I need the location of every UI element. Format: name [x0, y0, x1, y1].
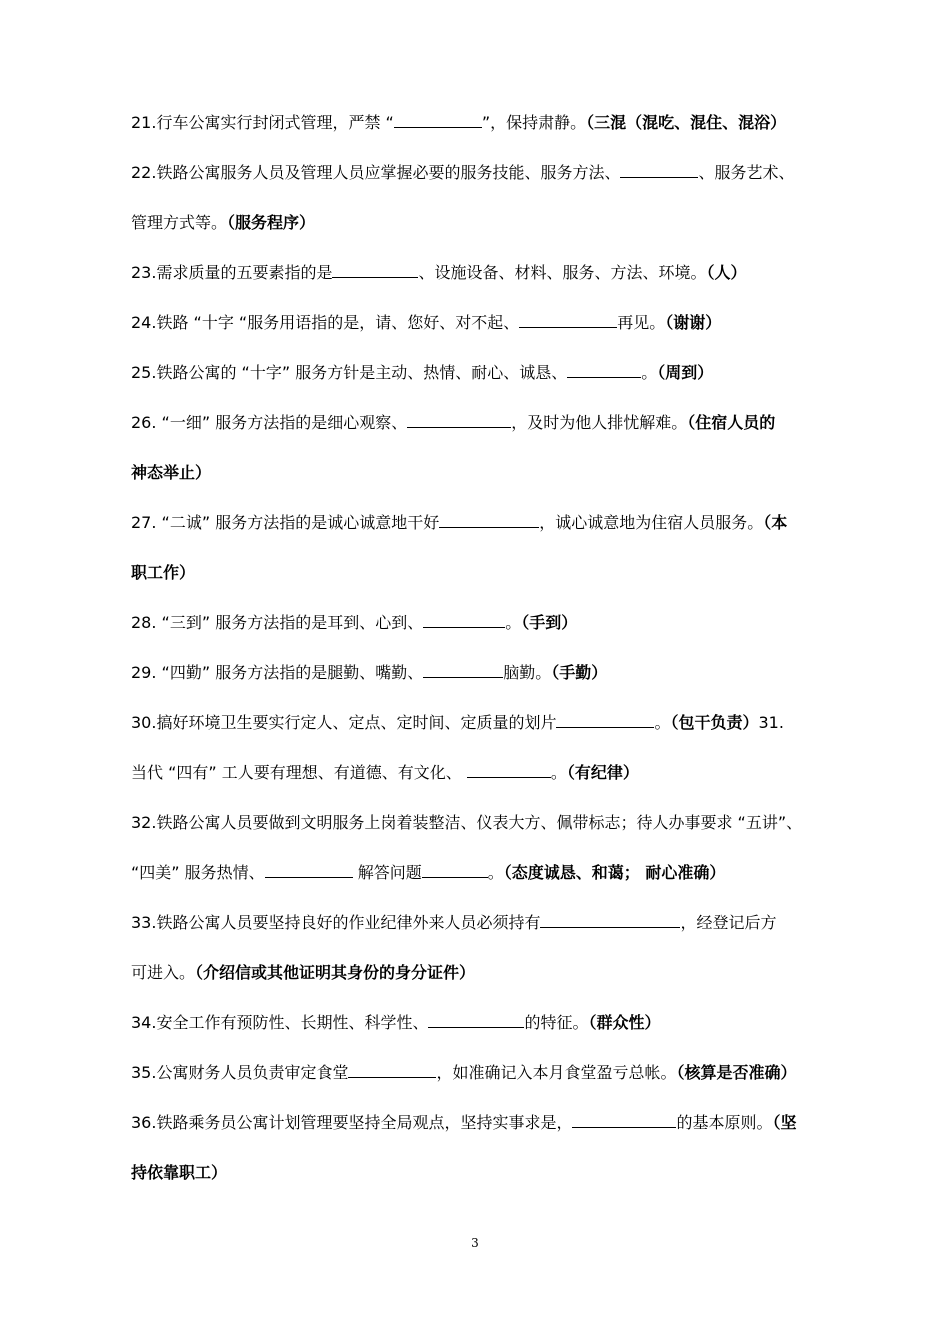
answer-text: 职工作）	[131, 563, 196, 582]
question-29: 29. “四勤” 服务方法指的是腿勤、嘴勤、 脑勤。（手勤）	[131, 663, 608, 682]
answer-blank	[519, 313, 617, 328]
question-30: 30.搞好环境卫生要实行定人、定点、定时间、定质量的划片 。（包干负责）31.	[131, 713, 784, 732]
answer-text: （住宿人员的	[687, 413, 776, 432]
answer-blank	[407, 413, 511, 428]
answer-blank	[572, 1113, 676, 1128]
question-24: 24.铁路 “十字 “服务用语指的是，请、您好、对不起、 再见。（谢谢）	[131, 313, 722, 332]
answer-text: （群众性）	[588, 1013, 661, 1032]
answer-blank	[567, 363, 641, 378]
answer-blank	[439, 513, 539, 528]
answer-text: （介绍信或其他证明其身份的身分证件）	[195, 963, 476, 982]
answer-blank	[423, 613, 505, 628]
answer-text: （包干负责）	[670, 713, 759, 732]
answer-blank	[620, 163, 698, 178]
question-25: 25.铁路公寓的 “十字” 服务方针是主动、热情、耐心、诚恳、 。（周到）	[131, 363, 714, 382]
answer-blank	[265, 863, 353, 878]
answer-text: （周到）	[657, 363, 714, 382]
answer-text: （人）	[706, 263, 747, 282]
answer-blank	[394, 113, 482, 128]
answer-text: （核算是否准确）	[676, 1063, 797, 1082]
answer-text: 持依靠职工）	[131, 1163, 228, 1182]
question-33: 33.铁路公寓人员要坚持良好的作业纪律外来人员必须持有 ，经登记后方	[131, 913, 777, 932]
answer-text: （态度诚恳、和蔼； 耐心准确）	[503, 863, 726, 882]
answer-text: （坚	[772, 1113, 797, 1132]
question-36: 36.铁路乘务员公寓计划管理要坚持全局观点，坚持实事求是， 的基本原则。（坚	[131, 1113, 797, 1132]
answer-text: （有纪律）	[566, 763, 639, 782]
question-34: 34.安全工作有预防性、长期性、科学性、 的特征。（群众性）	[131, 1013, 661, 1032]
question-26: 26. “一细” 服务方法指的是细心观察、 ，及时为他人排忧解难。（住宿人员的	[131, 413, 776, 432]
answer-blank	[423, 663, 503, 678]
question-22: 22.铁路公寓服务人员及管理人员应掌握必要的服务技能、服务方法、 、服务艺术、	[131, 163, 795, 182]
answer-blank	[332, 263, 418, 278]
answer-text: （谢谢）	[665, 313, 722, 332]
answer-text: （服务程序）	[227, 213, 316, 232]
answer-blank	[428, 1013, 524, 1028]
answer-blank	[467, 763, 551, 778]
answer-text: （本	[763, 513, 788, 532]
question-26-cont	[131, 462, 821, 484]
answer-blank	[540, 913, 680, 928]
answer-text: （手勤）	[551, 663, 608, 682]
answer-blank	[348, 1063, 436, 1078]
question-23: 23.需求质量的五要素指的是 、设施设备、材料、服务、方法、环境。（人）	[131, 263, 747, 282]
question-22-cont: 管理方式等。（服务程序）	[131, 213, 316, 232]
question-36-cont	[131, 1162, 821, 1184]
answer-blank	[422, 863, 488, 878]
answer-text: （三混（混吃、混住、混浴）	[586, 113, 787, 132]
answer-blank	[556, 713, 654, 728]
answer-text: （手到）	[521, 613, 578, 632]
question-28: 28. “三到” 服务方法指的是耳到、心到、 。（手到）	[131, 613, 578, 632]
question-33-cont: 可进入。（介绍信或其他证明其身份的身分证件）	[131, 963, 476, 982]
question-27: 27. “二诚” 服务方法指的是诚心诚意地干好 ，诚心诚意地为住宿人员服务。（本	[131, 513, 788, 532]
question-35: 35.公寓财务人员负责审定食堂 ，如准确记入本月食堂盈亏总帐。（核算是否准确）	[131, 1063, 797, 1082]
question-32-cont: “四美” 服务热情、 解答问题 。（态度诚恳、和蔼； 耐心准确）	[131, 863, 726, 882]
question-21: 21.行车公寓实行封闭式管理，严禁 “ ”，保持肃静。（三混（混吃、混住、混浴）	[131, 113, 787, 132]
page-number: 3	[471, 1236, 479, 1250]
question-27-cont	[131, 562, 821, 584]
answer-text: 神态举止）	[131, 463, 212, 482]
question-31: 当代 “四有” 工人要有理想、有道德、有文化、 。（有纪律）	[131, 763, 639, 782]
question-32: 32.铁路公寓人员要做到文明服务上岗着装整洁、仪表大方、佩带标志；待人办事要求 “五讲”、	[131, 813, 803, 832]
